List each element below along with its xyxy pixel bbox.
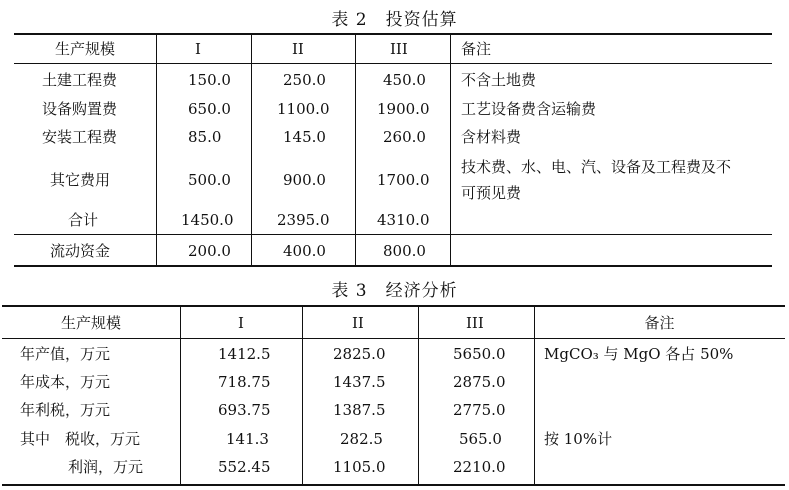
table2-cell: 2395.0 xyxy=(277,211,330,229)
table3-remark: 按 10%计 xyxy=(544,430,613,448)
table3-cell: 2875.0 xyxy=(453,373,506,391)
table3-cell: 1437.5 xyxy=(333,373,386,391)
table3-cell: 1105.0 xyxy=(333,458,386,476)
table3-header-2: II xyxy=(352,314,364,332)
table2-cell: 1100.0 xyxy=(277,100,330,118)
table3-cell: 1387.5 xyxy=(333,401,386,419)
table3-header-remark: 备注 xyxy=(644,314,675,332)
table2-header-remark: 备注 xyxy=(461,40,492,58)
table3-row-label: 利润，万元 xyxy=(68,458,144,476)
table2-cell: 250.0 xyxy=(283,71,326,89)
table3-header-1: I xyxy=(238,314,244,332)
table3-col-rule xyxy=(302,306,303,485)
table2-cell: 1450.0 xyxy=(181,211,234,229)
table2-cell: 85.0 xyxy=(188,128,222,146)
table2-header-rule xyxy=(14,63,772,64)
table3-header-3: III xyxy=(466,314,484,332)
table2-cell: 1900.0 xyxy=(377,100,430,118)
table2-cell: 4310.0 xyxy=(377,211,430,229)
table3-cell: 141.3 xyxy=(226,430,269,448)
table3-header-scale: 生产规模 xyxy=(60,314,121,332)
table2-cell: 260.0 xyxy=(383,128,426,146)
table2-cell: 145.0 xyxy=(283,128,326,146)
table2-col-rule xyxy=(355,34,356,266)
table3-cell: 1412.5 xyxy=(218,345,271,363)
table3-cell: 552.45 xyxy=(218,458,271,476)
table3-remark: MgCO₃ 与 MgO 各占 50% xyxy=(544,345,734,363)
table2-remark: 含材料费 xyxy=(461,128,522,146)
table3-bottom-rule xyxy=(2,484,785,486)
table3-cell: 565.0 xyxy=(459,430,502,448)
table2-remark-line2: 可预见费 xyxy=(461,184,522,202)
table3-row-label: 年成本，万元 xyxy=(20,373,111,391)
table2-row-label: 土建工程费 xyxy=(42,71,118,89)
table2-remark-line1: 技术费、水、电、汽、设备及工程费及不 xyxy=(461,158,732,176)
table3-cell: 2825.0 xyxy=(333,345,386,363)
table3-col-rule xyxy=(180,306,181,485)
table2-cell: 1700.0 xyxy=(377,171,430,189)
table2-cell: 650.0 xyxy=(188,100,231,118)
table3-header-rule xyxy=(2,338,785,339)
table3-row-label: 年产值，万元 xyxy=(20,345,111,363)
table2-row-label-total: 合计 xyxy=(68,211,99,229)
table3-row-label: 其中 税收，万元 xyxy=(20,430,141,448)
table2-cell: 200.0 xyxy=(188,242,231,260)
table3-cell: 693.75 xyxy=(218,401,271,419)
table2-total-rule xyxy=(14,234,772,235)
table2-row-label: 设备购置费 xyxy=(42,100,118,118)
table2-row-label: 其它费用 xyxy=(50,171,111,189)
table2-bottom-rule xyxy=(14,265,772,267)
table2-cell: 150.0 xyxy=(188,71,231,89)
table2-remark: 工艺设备费含运输费 xyxy=(461,100,597,118)
table3-title: 表 3 经济分析 xyxy=(331,281,458,301)
table2-cell: 900.0 xyxy=(283,171,326,189)
table2-cell: 800.0 xyxy=(383,242,426,260)
table3-cell: 718.75 xyxy=(218,373,271,391)
table2-header-2: II xyxy=(292,40,304,58)
table2-remark: 不含土地费 xyxy=(461,71,537,89)
table3-cell: 2210.0 xyxy=(453,458,506,476)
table3-row-label: 年利税，万元 xyxy=(20,401,111,419)
table3-cell: 282.5 xyxy=(340,430,383,448)
table2-col-rule xyxy=(156,34,157,266)
table2-cell: 500.0 xyxy=(188,171,231,189)
table2-header-1: I xyxy=(195,40,201,58)
table2-title: 表 2 投资估算 xyxy=(331,10,458,30)
table3-top-rule xyxy=(2,305,785,307)
table2-cell: 450.0 xyxy=(383,71,426,89)
table2-col-rule xyxy=(251,34,252,266)
table2-header-3: III xyxy=(390,40,408,58)
table2-row-label: 流动资金 xyxy=(50,242,111,260)
table3-col-rule xyxy=(418,306,419,485)
table3-cell: 2775.0 xyxy=(453,401,506,419)
table2-header-scale: 生产规模 xyxy=(54,40,115,58)
table2-cell: 400.0 xyxy=(283,242,326,260)
table2-top-rule xyxy=(14,33,772,35)
table2-col-rule xyxy=(450,34,451,266)
table3-cell: 5650.0 xyxy=(453,345,506,363)
table2-row-label: 安装工程费 xyxy=(42,128,118,146)
